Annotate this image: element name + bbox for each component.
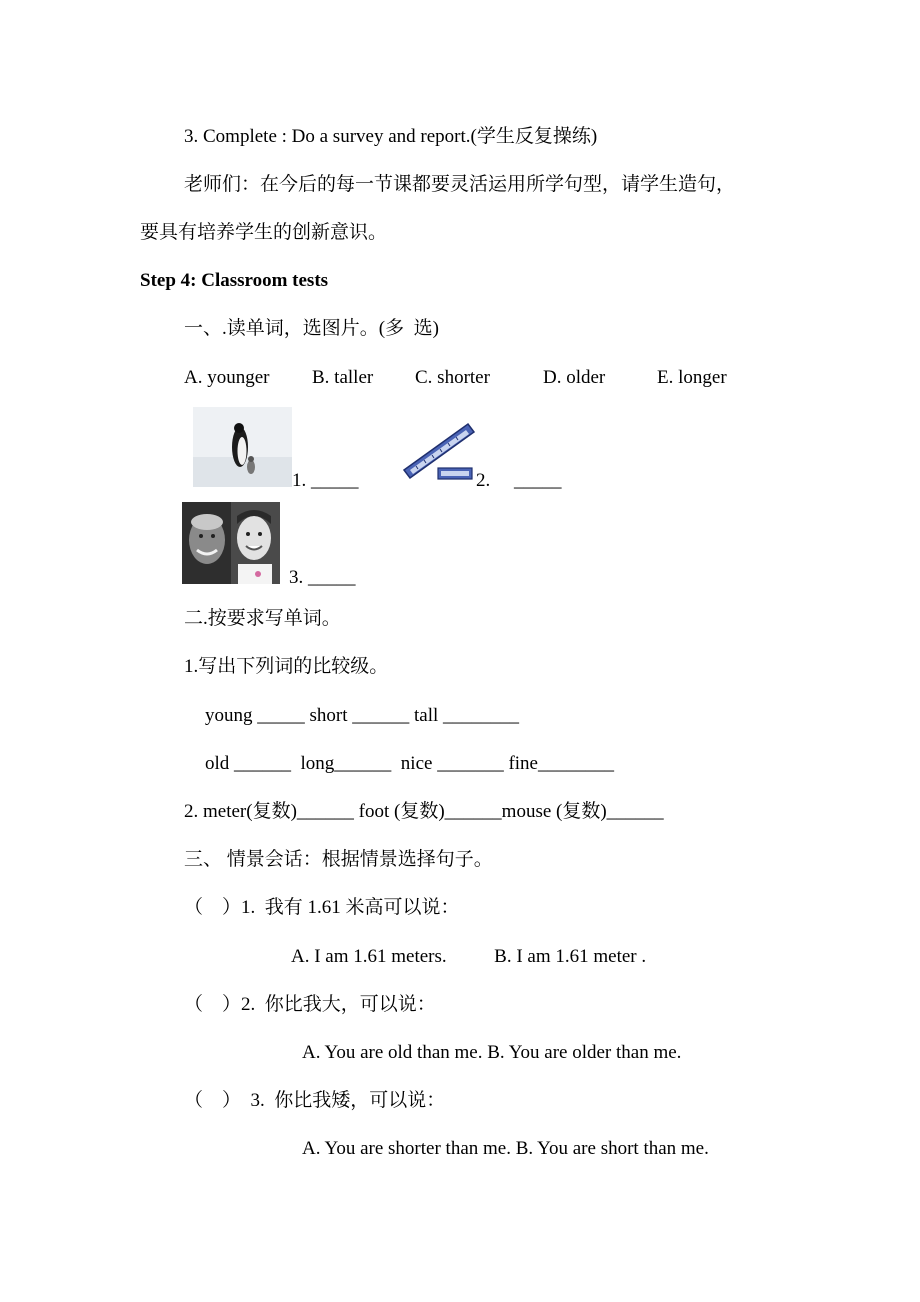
teacher-note-line-2: 要具有培养学生的创新意识。 xyxy=(140,222,388,243)
option-d: D. older xyxy=(543,367,606,388)
option-c: C. shorter xyxy=(415,367,490,388)
teacher-note-line-1: 老师们：在今后的每一节课都要灵活运用所学句型，请学生造句， xyxy=(184,174,736,195)
question-1-blank: 1. _____ xyxy=(292,470,359,491)
option-e: E. longer xyxy=(657,367,727,388)
part3-question-1: （ ）1. 我有 1.61 米高可以说： xyxy=(184,897,460,918)
part2-row1: young _____ short ______ tall ________ xyxy=(205,705,520,726)
part2-row2: old ______ long______ nice _______ fine________ xyxy=(205,753,614,774)
ruler-image xyxy=(402,420,476,482)
part2-sub2: 2. meter(复数)______ foot (复数)______mouse (复数)______ xyxy=(184,801,664,822)
option-b: B. taller xyxy=(312,367,374,388)
old-young-faces-image xyxy=(182,502,280,584)
part3-question-1-options: A. I am 1.61 meters. B. I am 1.61 meter . xyxy=(291,946,647,967)
step4-heading: Step 4: Classroom tests xyxy=(140,270,329,291)
part2-title: 二.按要求写单词。 xyxy=(184,608,341,629)
question-3-blank: 3. _____ xyxy=(289,567,356,588)
part1-title: 一、.读单词，选图片。(多 选) xyxy=(184,318,439,339)
part3-title: 三、 情景会话：根据情景选择句子。 xyxy=(184,849,493,870)
question-2-blank: 2. _____ xyxy=(476,470,562,491)
option-a: A. younger xyxy=(184,367,270,388)
part3-question-2-options: A. You are old than me. B. You are older than me. xyxy=(302,1042,682,1063)
part3-question-3-options: A. You are shorter than me. B. You are short than me. xyxy=(302,1138,709,1159)
item-3-complete: 3. Complete : Do a survey and report.(学生反复操练) xyxy=(184,126,598,147)
part3-question-3: （ ） 3. 你比我矮，可以说： xyxy=(184,1090,446,1111)
part2-sub1: 1.写出下列词的比较级。 xyxy=(184,656,389,677)
penguin-image xyxy=(193,407,292,487)
part3-question-2: （ ）2. 你比我大，可以说： xyxy=(184,994,436,1015)
